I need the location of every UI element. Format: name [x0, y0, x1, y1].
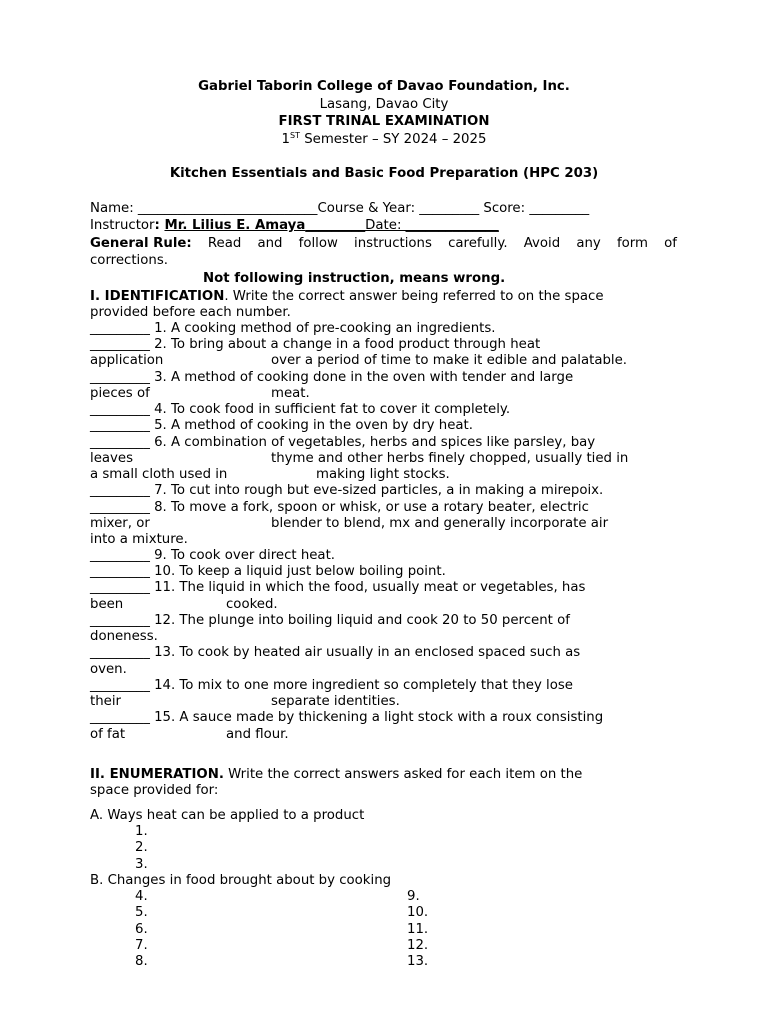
school-location: Lasang, Davao City	[319, 97, 449, 112]
question-line: _________ 8. To move a fork, spoon or whisk, or use a rotary beater, electric	[90, 500, 589, 515]
question-line: _________ 9. To cook over direct heat.	[90, 548, 336, 563]
general-rule-line	[90, 236, 677, 252]
rule-word: any	[576, 236, 601, 251]
question-line: blender to blend, mx and generally incorporate air	[271, 516, 609, 531]
enumeration-item: 8.	[135, 954, 148, 969]
question-line: _________ 12. The plunge into boiling liquid and cook 20 to 50 percent of	[90, 613, 570, 628]
enumeration-item: 7.	[135, 938, 148, 953]
question-line: _________ 10. To keep a liquid just below boiling point.	[90, 564, 446, 579]
question-line: and flour.	[226, 727, 289, 742]
section-enumeration-header	[90, 767, 582, 783]
semester-number: 1	[281, 132, 291, 147]
enumeration-item: 5.	[135, 905, 148, 920]
question-line: separate identities.	[271, 694, 400, 709]
general-rule-label: General Rule:	[90, 236, 192, 251]
question-line: _________ 5. A method of cooking in the oven by dry heat.	[90, 418, 473, 433]
question-line: oven.	[90, 662, 127, 677]
rule-word: carefully.	[448, 236, 508, 251]
rule-word: form	[616, 236, 648, 251]
question-line: into a mixture.	[90, 532, 188, 547]
instructor-name: Mr. Lilius E. Amaya	[164, 218, 306, 233]
question-line: mixer, or	[90, 516, 150, 531]
enumeration-item: 3.	[135, 857, 148, 872]
question-line: pieces of	[90, 386, 150, 401]
question-line: of fat	[90, 727, 126, 742]
instructor-colon: :	[154, 218, 165, 233]
enumeration-item: 11.	[407, 922, 429, 937]
instructor-date-line: _________Date: ______________	[305, 218, 499, 233]
question-line: doneness.	[90, 629, 158, 644]
enumeration-item: 2.	[135, 840, 148, 855]
section-identification-header	[90, 289, 604, 305]
question-line: _________ 2. To bring about a change in a food product through heat	[90, 337, 541, 352]
instructor-prefix: Instructor	[90, 218, 155, 233]
enumeration-item: 9.	[407, 889, 420, 904]
enumeration-item: 10.	[407, 905, 429, 920]
question-line: meat.	[271, 386, 310, 401]
question-line: _________ 1. A cooking method of pre-cooking an ingredients.	[90, 321, 496, 336]
question-line: making light stocks.	[316, 467, 450, 482]
rule-word: Read	[207, 236, 242, 251]
rule-word: of	[664, 236, 677, 251]
section-enumeration-instruction: Write the correct answers asked for each item on the	[223, 767, 583, 782]
question-line: _________ 6. A combination of vegetables, herbs and spices like parsley, bay	[90, 435, 596, 450]
section-enumeration-instruction-continued: space provided for:	[90, 783, 219, 798]
enumeration-item: 4.	[135, 889, 148, 904]
question-line: leaves	[90, 451, 134, 466]
question-line: a small cloth used in	[90, 467, 228, 482]
question-line: _________ 15. A sauce made by thickening a light stock with a roux consisting	[90, 710, 604, 725]
section-identification-title: I. IDENTIFICATION	[90, 289, 225, 304]
question-line: _________ 11. The liquid in which the food, usually meat or vegetables, has	[90, 580, 586, 595]
question-line: their	[90, 694, 121, 709]
warning-text: Not following instruction, means wrong.	[203, 271, 506, 286]
semester-text: Semester – SY 2024 – 2025	[299, 132, 487, 147]
enumeration-item: 12.	[407, 938, 429, 953]
question-line: _________ 3. A method of cooking done in the oven with tender and large	[90, 370, 574, 385]
rule-word: and	[257, 236, 283, 251]
section-identification-instruction-continued: provided before each number.	[90, 305, 291, 320]
question-line: _________ 14. To mix to one more ingredient so completely that they lose	[90, 678, 573, 693]
question-line: _________ 7. To cut into rough but eve-sized particles, a in making a mirepoix.	[90, 483, 604, 498]
question-line: cooked.	[226, 597, 278, 612]
question-line: _________ 4. To cook food in sufficient fat to cover it completely.	[90, 402, 511, 417]
rule-word: instructions	[354, 236, 432, 251]
semester-superscript: ST	[290, 131, 300, 140]
question-line: over a period of time to make it edible and palatable.	[271, 353, 628, 368]
enumeration-item: 6.	[135, 922, 148, 937]
semester-line	[0, 131, 768, 148]
exam-title: FIRST TRINAL EXAMINATION	[278, 114, 490, 129]
enumeration-item: 13.	[407, 954, 429, 969]
enumeration-item: 1.	[135, 824, 148, 839]
part-b-heading: B. Changes in food brought about by cooking	[90, 873, 392, 888]
school-name: Gabriel Taborin College of Davao Foundation, Inc.	[198, 79, 570, 94]
general-rule-continued: corrections.	[90, 253, 168, 268]
rule-word: Avoid	[523, 236, 561, 251]
subject-title: Kitchen Essentials and Basic Food Preparation (HPC 203)	[169, 166, 599, 181]
name-course-score-line: Name: ___________________________Course & Year: _________ Score: _________	[90, 201, 590, 216]
section-enumeration-title: II. ENUMERATION.	[90, 767, 224, 782]
section-identification-instruction: . Write the correct answer being referred to on the space	[224, 289, 604, 304]
question-line: been	[90, 597, 124, 612]
instructor-line	[90, 218, 499, 234]
part-a-heading: A. Ways heat can be applied to a product	[90, 808, 365, 823]
question-line: application	[90, 353, 164, 368]
question-line: _________ 13. To cook by heated air usually in an enclosed spaced such as	[90, 645, 581, 660]
rule-word: follow	[298, 236, 338, 251]
question-line: thyme and other herbs finely chopped, usually tied in	[271, 451, 629, 466]
